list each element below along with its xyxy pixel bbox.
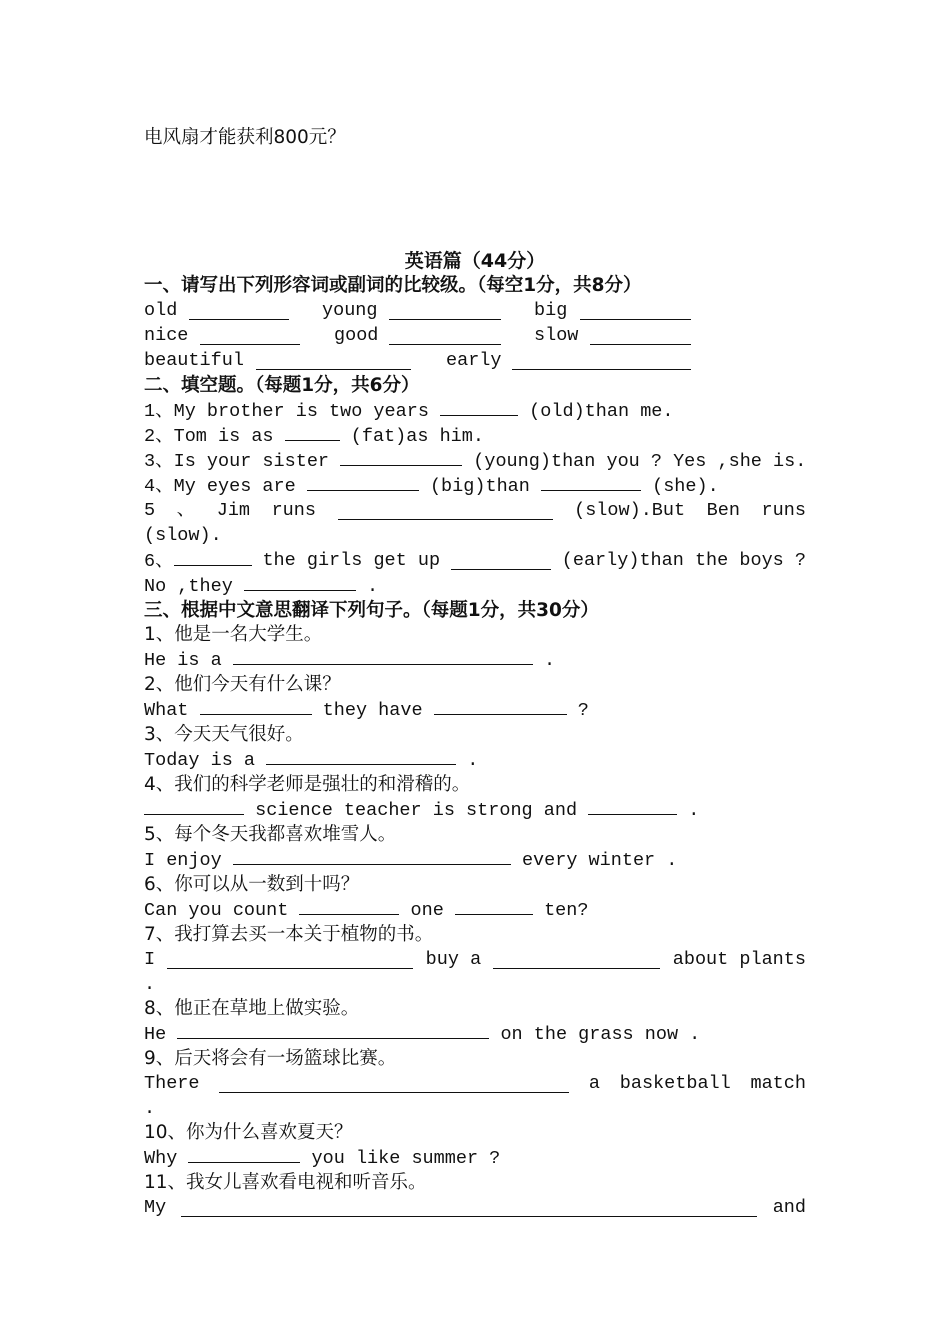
- s2-q5-text-d: runs: [271, 500, 316, 521]
- s3-q2-text-b: they have: [322, 700, 423, 721]
- s2-q4-text-b: (big)than: [429, 476, 530, 497]
- s2-q5-text-g: runs: [761, 500, 806, 521]
- s2-q6-blank1[interactable]: [174, 548, 252, 566]
- s3-q8-en: [144, 1021, 806, 1046]
- s2-q4-blank2[interactable]: [541, 473, 641, 491]
- s3-q1-text-b: .: [543, 650, 556, 671]
- s3-q2-text-a: What: [144, 700, 189, 721]
- s3-q3-text-a: Today is a: [144, 750, 256, 771]
- s1-blank-nice[interactable]: [200, 327, 300, 345]
- s3-q9-cont: .: [144, 1098, 156, 1119]
- s3-q5-text-a: I enjoy: [144, 850, 222, 871]
- s3-q5-en: [144, 847, 806, 872]
- s1-word-good: good: [334, 325, 379, 346]
- s3-q10-text-a: Why: [144, 1148, 178, 1169]
- s2-q6-cont-b: .: [367, 576, 379, 597]
- s3-q7-en: [144, 947, 806, 972]
- s3-q10-en: [144, 1145, 806, 1170]
- s2-q2: [144, 423, 806, 448]
- s3-q4-text-a: science teacher is strong and: [255, 800, 578, 821]
- s1-word-early: early: [446, 350, 502, 371]
- s3-q11-en: [144, 1195, 806, 1220]
- s2-q5-sep: 、: [176, 500, 196, 521]
- s2-q5-text-f: Ben: [706, 500, 740, 521]
- s2-q6-text-c: (early)than the boys ?: [561, 550, 806, 571]
- s3-q2-blank1[interactable]: [200, 697, 312, 715]
- s2-q4-text-a: 4、My eyes are: [144, 476, 296, 497]
- s2-q6-text-b: the girls get up: [262, 550, 441, 571]
- s2-q3-blank[interactable]: [340, 448, 462, 466]
- section1-heading: 一、请写出下列形容词或副词的比较级。（每空1分，共8分）: [144, 275, 642, 296]
- s2-q4-text-c: (she).: [652, 476, 719, 497]
- s2-q3-text-a: 3、Is your sister: [144, 451, 330, 472]
- s1-word-young: young: [322, 300, 378, 321]
- s2-q1-text-b: (old)than me.: [529, 401, 674, 422]
- s1-blank-big[interactable]: [580, 302, 691, 320]
- s3-q7-text-a: I: [144, 949, 156, 970]
- s3-q7-zh: 7、我打算去买一本关于植物的书。: [144, 924, 434, 945]
- s1-row2: [144, 323, 806, 348]
- s1-word-beautiful: beautiful: [144, 350, 244, 371]
- s1-blank-young[interactable]: [389, 302, 501, 320]
- section2-heading: 二、填空题。（每题1分，共6分）: [144, 375, 420, 396]
- s3-q2-blank2[interactable]: [434, 697, 567, 715]
- english-section-title: 英语篇（44分）: [404, 250, 546, 272]
- s1-word-old: old: [144, 300, 178, 321]
- s3-q11-text-b: and: [772, 1197, 806, 1218]
- s3-q6-text-b: one: [410, 900, 444, 921]
- s1-blank-slow[interactable]: [590, 327, 691, 345]
- s2-q1-text-a: 1、My brother is two years: [144, 401, 429, 422]
- s3-q1-en: [144, 647, 806, 672]
- s3-q1-zh: 1、他是一名大学生。: [144, 624, 323, 645]
- s3-q6-blank1[interactable]: [299, 897, 399, 915]
- s1-word-slow: slow: [534, 325, 579, 346]
- s2-q5-blank[interactable]: [338, 502, 553, 520]
- s3-q7-cont: .: [144, 974, 156, 995]
- s1-blank-early[interactable]: [512, 352, 691, 370]
- s1-blank-beautiful[interactable]: [256, 352, 411, 370]
- s3-q5-blank[interactable]: [233, 847, 511, 865]
- s1-blank-good[interactable]: [389, 327, 501, 345]
- s1-word-big: big: [534, 300, 568, 321]
- s2-q6-cont-a: No ,they: [144, 576, 233, 597]
- s2-q2-text-a: 2、Tom is as: [144, 426, 274, 447]
- s1-word-nice: nice: [144, 325, 189, 346]
- s3-q7-text-c: about plants: [672, 949, 806, 970]
- s3-q9-text-a: There: [144, 1073, 200, 1094]
- s3-q2-zh: 2、他们今天有什么课？: [144, 674, 341, 695]
- s2-q5-cont: (slow).: [144, 525, 222, 546]
- s2-q5: [144, 498, 806, 523]
- s3-q3-text-b: .: [467, 750, 479, 771]
- s2-q2-text-b: (fat)as him.: [350, 426, 484, 447]
- s2-q5-text-e: (slow).But: [574, 500, 686, 521]
- s3-q9-en: [144, 1071, 806, 1096]
- s3-q11-blank[interactable]: [181, 1199, 757, 1217]
- s3-q9-text-c: basketball: [619, 1073, 731, 1094]
- s1-row1: [144, 298, 806, 323]
- s3-q3-en: [144, 747, 806, 772]
- s3-q6-zh: 6、你可以从一数到十吗？: [144, 874, 360, 895]
- s3-q4-text-b: .: [688, 800, 700, 821]
- s2-q6-num: 6、: [144, 551, 174, 572]
- s3-q1-blank[interactable]: [233, 647, 533, 665]
- s3-q8-text-a: He: [144, 1024, 167, 1045]
- s3-q7-text-b: buy a: [425, 949, 482, 970]
- s3-q8-text-b: on the grass now .: [500, 1024, 701, 1045]
- s3-q5-text-b: every winter .: [521, 850, 678, 871]
- s3-q8-blank[interactable]: [177, 1021, 489, 1039]
- s2-q3: [144, 448, 806, 473]
- s3-q1-text-a: He is a: [144, 650, 222, 671]
- s1-row3: [144, 348, 806, 373]
- s3-q9-text-d: match: [750, 1073, 806, 1094]
- top-line: 电风扇才能获利800元？: [144, 127, 346, 148]
- s3-q6-blank2[interactable]: [455, 897, 533, 915]
- s3-q3-blank[interactable]: [266, 747, 456, 765]
- s3-q4-blank2[interactable]: [588, 797, 677, 815]
- s3-q4-blank1[interactable]: [144, 797, 244, 815]
- s3-q9-text-b: a: [588, 1073, 601, 1094]
- section3-heading: 三、根据中文意思翻译下列句子。（每题1分，共30分）: [144, 600, 599, 621]
- s2-q2-blank[interactable]: [285, 423, 340, 441]
- s3-q6-text-a: Can you count: [144, 900, 289, 921]
- s3-q4-en: [144, 797, 806, 822]
- s2-q1: [144, 398, 806, 423]
- s3-q8-zh: 8、他正在草地上做实验。: [144, 998, 360, 1019]
- s3-q10-text-b: you like summer ?: [311, 1148, 501, 1169]
- s3-q6-text-c: ten?: [544, 900, 589, 921]
- s3-q2-en: [144, 697, 806, 722]
- s2-q6-blank3[interactable]: [244, 573, 356, 591]
- s3-q7-blank1[interactable]: [167, 951, 413, 969]
- s3-q10-zh: 10、你为什么喜欢夏天？: [144, 1122, 353, 1143]
- s2-q3-text-b: (young)than you ? Yes ,she is.: [473, 451, 807, 472]
- s3-q2-text-c: ?: [577, 700, 589, 721]
- s3-q10-blank[interactable]: [188, 1145, 300, 1163]
- s2-q6-blank2[interactable]: [451, 552, 551, 570]
- s3-q11-text-a: My: [144, 1197, 167, 1218]
- s2-q6-cont: [144, 573, 806, 598]
- s2-q5-text-c: Jim: [216, 500, 251, 521]
- s3-q9-zh: 9、后天将会有一场篮球比赛。: [144, 1048, 397, 1069]
- s1-blank-old[interactable]: [189, 302, 289, 320]
- s2-q6: [144, 548, 806, 573]
- s3-q4-zh: 4、我们的科学老师是强壮的和滑稽的。: [144, 774, 471, 795]
- s2-q5-num: 5: [144, 500, 156, 521]
- s2-q4-blank1[interactable]: [307, 473, 419, 491]
- s2-q6-lead: [144, 548, 252, 573]
- s3-q11-zh: 11、我女儿喜欢看电视和听音乐。: [144, 1172, 427, 1193]
- s2-q1-blank[interactable]: [440, 398, 518, 416]
- s2-q4: [144, 473, 806, 498]
- s3-q9-blank[interactable]: [219, 1075, 569, 1093]
- s3-q7-blank2[interactable]: [493, 951, 660, 969]
- s3-q6-en: [144, 897, 806, 922]
- s3-q5-zh: 5、每个冬天我都喜欢堆雪人。: [144, 824, 397, 845]
- s3-q3-zh: 3、今天天气很好。: [144, 724, 304, 745]
